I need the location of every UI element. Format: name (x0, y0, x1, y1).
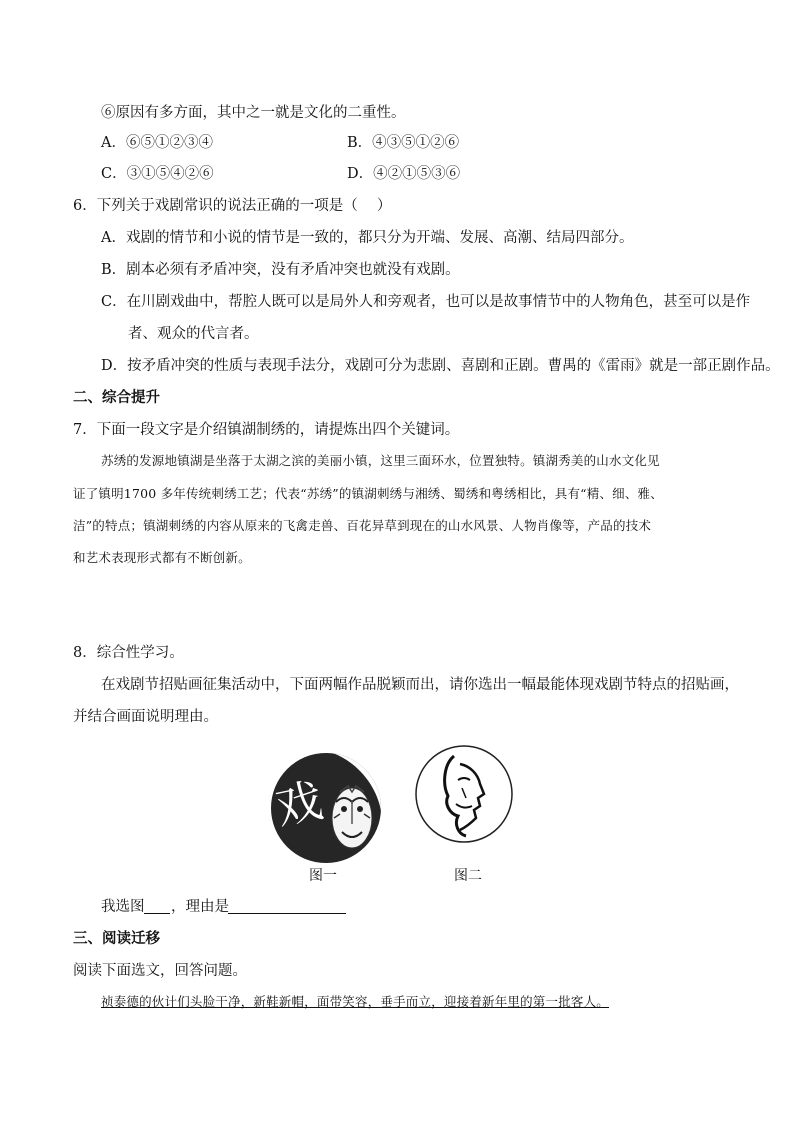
q6-option-d: D．按矛盾冲突的性质与表现手法分，戏剧可分为悲剧、喜剧和正剧。曹禺的《雷雨》就是一部正剧作品。 (101, 358, 780, 374)
poster-figure-2 (414, 744, 514, 844)
q5-option-d: D．④②①⑤③⑥ (347, 166, 461, 182)
reading-passage-line1: 祯泰德的伙计们头脸干净，新鞋新帽，面带笑容，垂手而立，迎接着新年里的第一批客人。 (101, 994, 610, 1009)
q7-passage-line2: 证了镇明1700 多年传统刺绣工艺；代表“苏绣”的镇湖刺绣与湘绣、蜀绣和粤绣相比，具有“精、细、雅、 (73, 486, 663, 501)
q7-passage-line3: 洁”的特点；镇湖刺绣的内容从原来的飞禽走兽、百花异草到现在的山水风景、人物肖像等，产品的技术 (73, 518, 652, 533)
answer-choice-blank[interactable] (144, 913, 170, 914)
q5-item-6: ⑥原因有多方面，其中之一就是文化的二重性。 (101, 105, 406, 121)
answer-choice-label: 我选图 (101, 899, 145, 915)
q6-option-c-line1: C．在川剧戏曲中，帮腔人既可以是局外人和旁观者，也可以是故事情节中的人物角色，甚至可以是作 (101, 294, 751, 310)
q8-stem: 8．综合性学习。 (73, 645, 184, 661)
poster-char: 戏 (270, 772, 328, 836)
q6-option-c-line2: 者、观众的代言者。 (128, 326, 259, 342)
q7-passage-line1: 苏绣的发源地镇湖是坐落于太湖之滨的美丽小镇，这里三面环水，位置独特。镇湖秀美的山水文化见 (101, 453, 660, 468)
q5-option-b: B．④③⑤①②⑥ (347, 135, 460, 151)
q5-option-a: A．⑥⑤①②③④ (101, 135, 213, 151)
q7-stem: 7．下面一段文字是介绍镇湖制绣的，请提炼出四个关键词。 (73, 422, 460, 438)
poster-figure-1 (270, 752, 382, 864)
figure-2-caption: 图二 (454, 868, 482, 884)
q7-passage-line4: 和艺术表现形式都有不断创新。 (73, 550, 251, 565)
section-2-title: 二、综合提升 (73, 389, 160, 406)
answer-reason-label: ，理由是 (171, 899, 229, 915)
face-outline-poster-image (414, 744, 514, 844)
reading-instruction: 阅读下面选文，回答问题。 (73, 963, 247, 979)
section-3-title: 三、阅读迁移 (73, 930, 160, 947)
answer-reason-blank[interactable] (228, 913, 346, 914)
q5-option-c: C．③①⑤④②⑥ (101, 166, 214, 182)
q6-stem: 6．下列关于戏剧常识的说法正确的一项是（ ） (73, 198, 392, 214)
q8-prompt-line2: 并结合画面说明理由。 (73, 709, 218, 725)
q6-option-a: A．戏剧的情节和小说的情节是一致的，都只分为开端、发展、高潮、结局四部分。 (101, 230, 634, 246)
q6-option-b: B．剧本必须有矛盾冲突，没有矛盾冲突也就没有戏剧。 (101, 262, 460, 278)
figure-1-caption: 图一 (309, 868, 337, 884)
q8-prompt-line1: 在戏剧节招贴画征集活动中，下面两幅作品脱颖而出，请你选出一幅最能体现戏剧节特点的招贴画， (101, 677, 739, 693)
